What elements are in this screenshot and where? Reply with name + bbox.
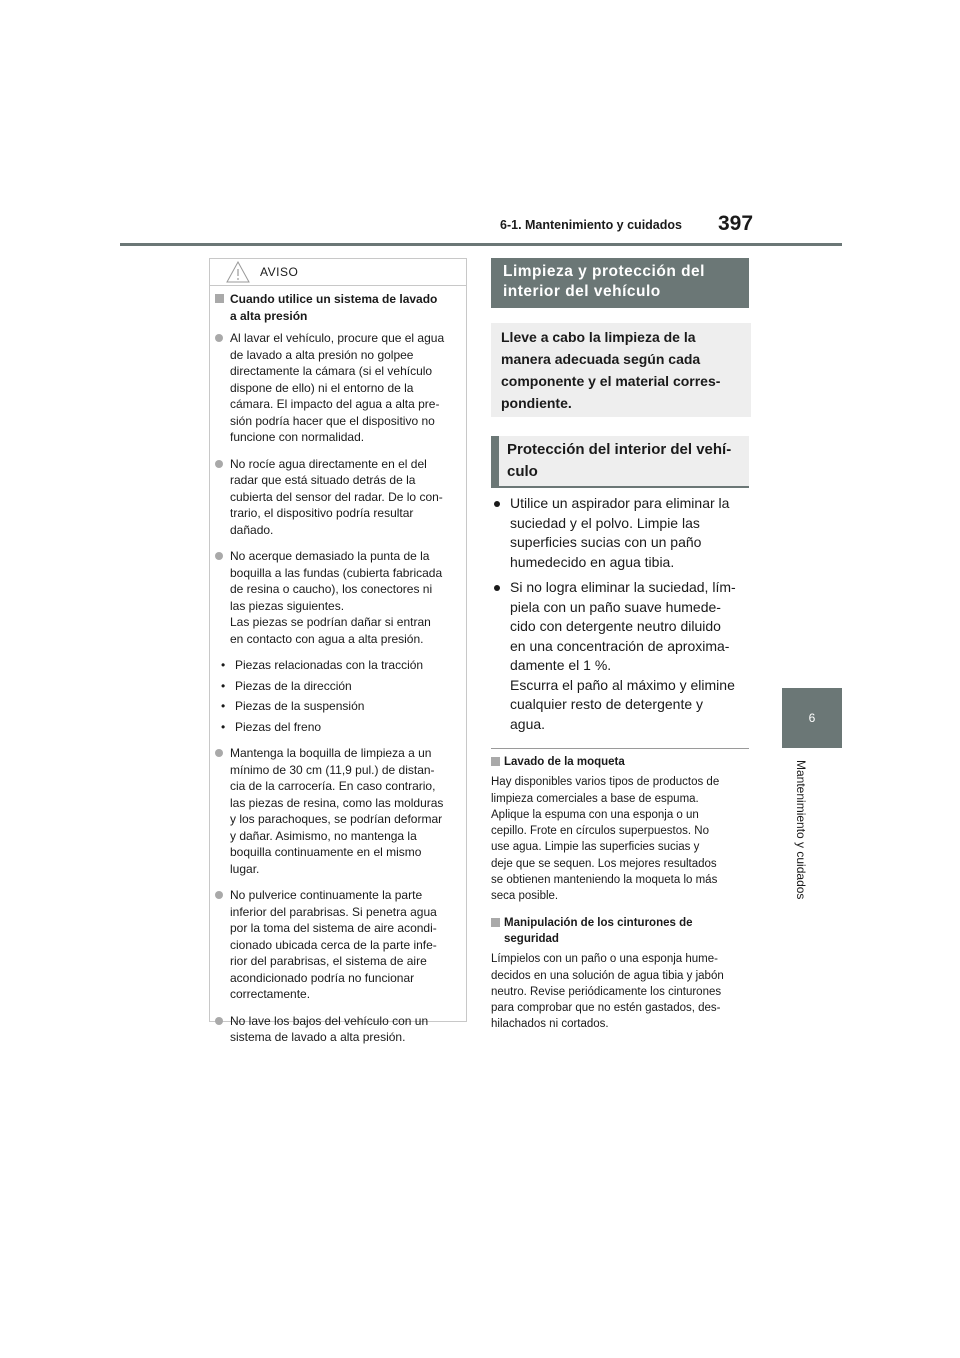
warning-sub-item [221,678,463,695]
warning-item [215,887,463,1003]
notes [491,754,749,1043]
warning-sub-item-text: Piezas del freno [235,719,322,734]
square-bullet-icon [215,294,224,303]
bullet-dot-icon [494,501,500,507]
bullet-item [492,494,748,572]
note-heading [491,754,749,770]
warning-item-text: Mantenga la boquilla de limpieza a un mínimo de 30 cm (11,9 pul.) de distan- cia de la carrocería. En caso contrario, las piezas de resina, como las molduras y los parachoques, se podrían deformar y dañar. Asimismo, no mantenga la boquilla continuamente en el mismo lugar. [230,746,444,876]
bullet-dot-icon [494,585,500,591]
circle-bullet-icon [215,749,223,757]
note-heading-text: Lavado de la moqueta [504,756,625,768]
header-title: 6-1. Mantenimiento y cuidados [500,218,682,232]
small-bullet-icon: • [221,699,226,713]
warning-item [215,330,463,446]
bullet-list [492,494,748,740]
warning-heading [215,291,463,324]
intro-box: Lleve a cabo la limpieza de la manera adecuada según cada componente y el material corres- pondiente. [491,323,751,417]
note-text: Límpielos con un paño o una esponja hume- decidos en una solución de agua tibia y jabón neutro. Revise periódicamente los cinturones para comprobar que no estén gastados, des- hilachados ni cortados. [491,953,724,1031]
warning-item-text: No rocíe agua directamente en el del radar que está situado detrás de la cubierta del sensor del radar. De lo con- trario, el dispositivo podría resultar dañado. [230,456,443,537]
bullet-text: Si no logra eliminar la suciedad, lím- piela con un paño suave humede- cido con detergente neutro diluido en una concentración de aproxima- damente el 1 %. Escurra el paño al máximo y elimine cualquier resto de detergente y agua. [510,579,736,732]
small-bullet-icon: • [221,658,226,672]
side-label: Mantenimiento y cuidados [794,760,808,900]
warning-content [215,291,463,1056]
circle-bullet-icon [215,460,223,468]
bullet-text: Utilice un aspirador para eliminar la suciedad y el polvo. Limpie las superficies sucias con un paño humedecido en agua tibia. [510,495,730,570]
warning-sub-item-text: Piezas relacionadas con la tracción [235,658,424,672]
warning-item [215,548,463,647]
square-bullet-icon [491,918,500,927]
circle-bullet-icon [215,334,223,342]
page-number: 397 [718,212,754,235]
warning-sub-item-text: Piezas de la suspensión [235,699,365,713]
warning-sub-item [221,657,463,674]
warning-item [215,745,463,877]
small-bullet-icon: • [221,678,226,693]
warning-sub-item [221,719,463,736]
warning-title: AVISO [260,265,299,279]
warning-item-text: Al lavar el vehículo, procure que el agua de lavado a alta presión no golpee directamente la cámara (si el vehículo dispone de ello) ni el entorno de la cámara. El impacto del agua a alta pre- sión podría hacer que el dispositivo no funcione con normalidad. [230,331,445,444]
circle-bullet-icon [215,891,223,899]
warning-item [215,456,463,539]
warning-item-text: No pulverice continuamente la parte inferior del parabrisas. Si penetra agua por la toma del sistema de aire acondi- cionado ubicada cerca de la parte infe- rior del parabrisas, el sistema de aire acondicionado podría no funcionar correctamente. [230,888,437,1001]
warning-header [210,259,466,286]
note-text: Hay disponibles varios tipos de productos de limpieza comerciales a base de espuma. Aplique la espuma con una esponja o un cepillo. Frote en círculos superpuestos. No use agua. Limpie las superficies sucias y deje que se sequen. Los mejores resultados se obtienen manteniendo la moqueta lo más seca posible. [491,776,720,903]
sub-title: Protección del interior del vehí- culo [491,436,749,488]
warning-heading-text: Cuando utilice un sistema de lavado a alta presión [230,292,438,323]
warning-item-text: No lave los bajos del vehículo con un sistema de lavado a alta presión. [230,1013,429,1044]
warning-sub-item [221,698,463,715]
section-title: Limpieza y protección del interior del vehículo [491,258,749,308]
bullet-item [492,578,748,734]
note-heading-text: Manipulación de los cinturones de seguridad [504,916,693,945]
circle-bullet-icon [215,552,223,560]
small-bullet-icon: • [221,719,226,734]
header-rule [120,243,842,246]
warning-item-text: No acerque demasiado la punta de la boquilla a las fundas (cubierta fabricada de resina o caucho), los conectores ni las piezas siguientes. Las piezas se podrían dañar si entran en contacto con agua a alta presión. [230,549,443,646]
warning-item [215,1013,463,1046]
circle-bullet-icon [215,1017,223,1025]
square-bullet-icon [491,757,500,766]
warning-triangle-icon [226,261,250,288]
chapter-tab: 6 [782,688,842,748]
warning-sub-item-text: Piezas de la dirección [235,678,352,693]
divider [491,748,749,749]
warning-box [209,258,467,1044]
note-heading [491,915,749,948]
